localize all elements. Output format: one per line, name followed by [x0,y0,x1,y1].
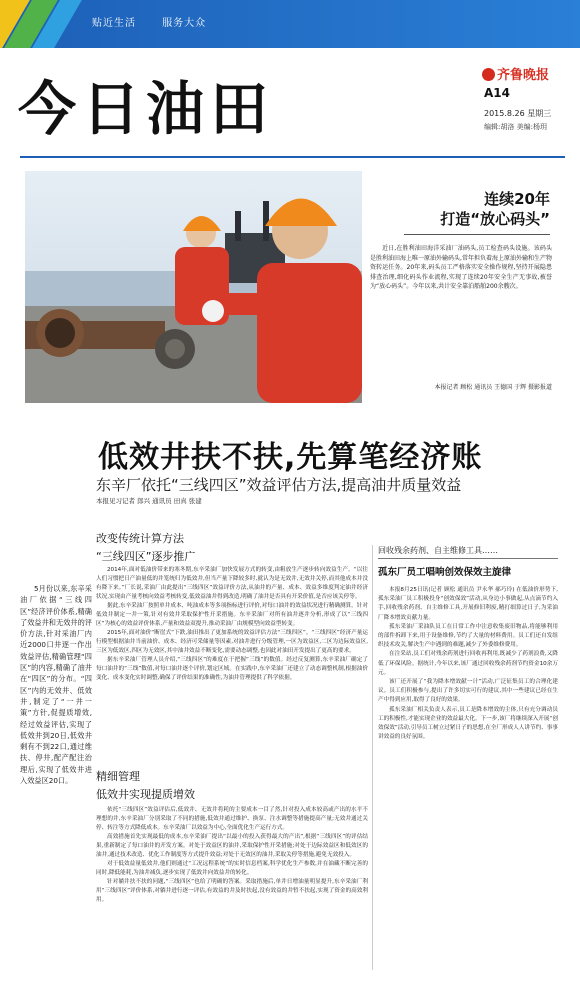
slogan-right: 服务大众 [162,18,207,29]
news-photo [25,171,362,403]
top-banner [0,0,580,48]
right-story-headline: 孤东厂员工唱响创效保效主旋律 [378,567,512,578]
section2-title-line2: 低效井实现提质增效 [96,788,195,801]
right-story-kicker: 回收残余药剂、自主维修工具…… [378,546,498,555]
side-story-headline [380,189,550,229]
section1-paragraph: 据东辛采油厂管理人员介绍,“三线四区”的难度在于把握“三线”的数值。经过反复测算,东辛采油厂确定了每口油井的“三线”数值,对每口油井逐个评价,划定区域。在实践中,东辛采油厂还建立了动态调整机制,根据油价变化、成本变化实时调整,确保了评价结果的准确性,为油井管理提供了科学依据。 [96,657,368,681]
side-story-rule [404,234,550,235]
page-number: A14 [484,86,510,100]
right-story-paragraph: 本报8月25日讯(记者 顾松 通讯员 尹永华 郝巧玲) 在低油价形势下,孤东采油厂员工积极投身“创效保效”活动,从身边小事做起,从点滴节约入手,回收残余药剂、自主维修工具,开展修旧利废,精打细算过日子,为采油厂降本增效贡献力量。 [378,587,558,621]
main-subheadline: 东辛厂依托“三线四区”效益评估方法,提高油井质量效益 [96,476,462,494]
section2-title-line1: 精细管理 [96,770,140,783]
slogan-left: 贴近生活 [92,18,136,29]
side-headline-line2: 打造“放心码头” [440,210,550,228]
main-byline: 本报见习记者 郎兴 通讯员 田真 张建 [96,497,202,505]
section1-title-line1: 改变传统计算方法 [96,532,184,545]
section1-title-line2: “三线四区”逐步推广 [96,550,196,563]
banner-slogan [92,14,228,29]
right-story-paragraph: 该厂还开展了“我为降本增效献一计”活动,广泛征集员工的合理化建议。员工们积极参与,提出了许多切实可行的建议,其中一些建议已经在生产中得到应用,取得了良好的效果。 [378,679,558,704]
section2-paragraph: 对于低效益量低效井,他们则通过“工况远程系统”的实时信息档案,科学优化生产参数,并在油藏不断完善的同时,降低能耗,为油井减负,逐步实现了低效井向效益井的转化。 [96,861,368,876]
lead-summary: 5月份以来,东辛采油厂依据“三线四区”经济评价体系,精确了效益井和无效井的评价方法,针对采油厂内近2000口井逐一作出效益评估,精确管理“四区”的内容,精确了油井在“四区”的分布。“四区”内的无效井、低效井,制定了“一井一策”方针,促提质增效,经过效益评估,实现了低效井到20日,低效井剩有不到22口,通过维扶、停井,配产配注治理后,实现了低效井进入效益区20口。 [20,584,92,786]
right-story-body [378,586,558,971]
right-story-paragraph: 孤东采油厂采油队员工在日常工作中注意收集废旧物品,将能够利用的部件拆卸下来,用于设备维修,节约了大量的材料费用。员工们还自发组织技术攻关,解决生产中遇到的难题,减少了外委维修费用。 [378,623,558,649]
right-story-rule [378,558,558,559]
section2-paragraph: 依托“三线四区”效益评估后,低效井、无效井将耗的主要成本一目了然,针对投入成本较高或产出的水平不理想的井,东辛采油厂分别采取了不同的措施,低效井通过维护、换泵、注水调整等措施提高产量;无效井通过关停、转注等方式降低成本。东辛采油厂以效益为中心,全面优化生产运行方式。 [96,807,368,831]
section1-body [96,566,368,766]
masthead-rule [20,156,565,158]
editor-credits: 编辑:胡洛 美编:杨玥 [484,123,547,131]
main-headline: 低效井扶不扶,先算笔经济账 [98,440,483,475]
newspaper-logo [482,64,549,83]
masthead [0,48,580,148]
section1-paragraph: 据此,东辛采油厂按照单井成本、吨油成本等多项指标进行评价,对每口油井的效益状况进行精确测算。针对低效井制定一井一策,针对有效井采取保护性开采措施。东辛采油厂对所有油井逐井分析,形成了以“三线四区”为核心的效益评价体系,产量和效益双提升,推动采油厂由规模型向效益型转变。 [96,603,368,627]
section1-paragraph: 2014年,面对低油价带来的寒冬期,东辛采油厂加快发展方式的转变,由粗放生产逐步转向效益生产。“以往人们习惯把日产油量低的井笼统归为低效井,但当产量下降较多时,就认为是无效井,无效井关停,而其他成本并没有降下来。”厂长说,采油厂由此提出“三线四区”效益评价方法,从油井的产量、成本、效益多维度判定油井经济状况,实现由产量考核向效益考核转变,低效益油井得到改造,明确了油井是否具有开采价值,是否应该关停等。 [96,567,368,600]
logo-text: 齐鲁晚报 [497,68,550,83]
section1-paragraph: 2015年,面对油价“断崖式”下跌,油田推出了更加系统的效益评估方法“三线四区”。“三线四区”经济产量运行模型根据油井当前油价、成本、经济可采储量等因素,对油井进行分级管理,一区为效益区,二区为边际效益区,三区为低效区,四区为无效区,其中油井效益不断变化,需要动态调整,也因此对油田开发提出了更高的要求。 [96,630,368,654]
right-story-paragraph: 孤东采油厂相关负责人表示,员工是降本增效的主体,只有充分调动员工的积极性,才能实现企业的效益最大化。下一步,该厂将继续深入开展“创效保效”活动,引导员工树立过紧日子的思想,在全厂形成人人讲节约、事事讲效益的良好氛围。 [378,706,558,741]
side-story-byline: 本报记者 顾松 通讯员 王德国 于辉 摄影报道 [434,384,552,391]
side-headline-line1: 连续20年 [484,190,550,208]
logo-seal-icon [482,68,495,81]
section2-paragraph: 针对躺井扶不扶的问题,“三线四区”也给了明确的答案。采取措施后,单井日增油量明显提升,东辛采油厂利用“三线四区”评价体系,对躺井进行逐一评估,有效益的井及时扶起,没有效益的井暂不扶起,实现了资金的高效利用。 [96,879,368,903]
column-divider [372,545,373,970]
side-story-body: 近日,在胜利油田海洋采油厂油码头,员工检查码头设施。该码头是胜利油田海上唯一原油外输码头,常年担负着海上原油外输和生产物资转运任务。20年来,码头员工严格落实安全操作规程,坚持开展隐患排查治理,细化码头作业流程,实现了连续20年安全生产无事故,被誉为“放心码头”。今年以来,共计安全靠泊船舶200余艘次。 [370,245,552,291]
right-story-paragraph: 在注采站,员工们对残余药剂进行回收再利用,既减少了药剂浪费,又降低了环保风险。据统计,今年以来,该厂通过回收残余药剂节约资金10余万元。 [378,651,558,676]
section2-body [96,806,368,971]
page-title: 今日油田 [18,75,275,143]
issue-date: 2015.8.26 星期三 [484,109,552,118]
section2-paragraph: 高效措施首先实现最低的成本,东辛采油厂提出“以最小的投入获得最大的产出”,根据“三线四区”的评估结果,重新制定了每口油井的开发方案。对处于效益区的油井,采取保护性开采措施;对处于边际效益区和低效区的油井,通过技术改造、优化工作制度等方式提升效益;对处于无效区的油井,采取关停等措施,避免无效投入。 [96,834,368,858]
